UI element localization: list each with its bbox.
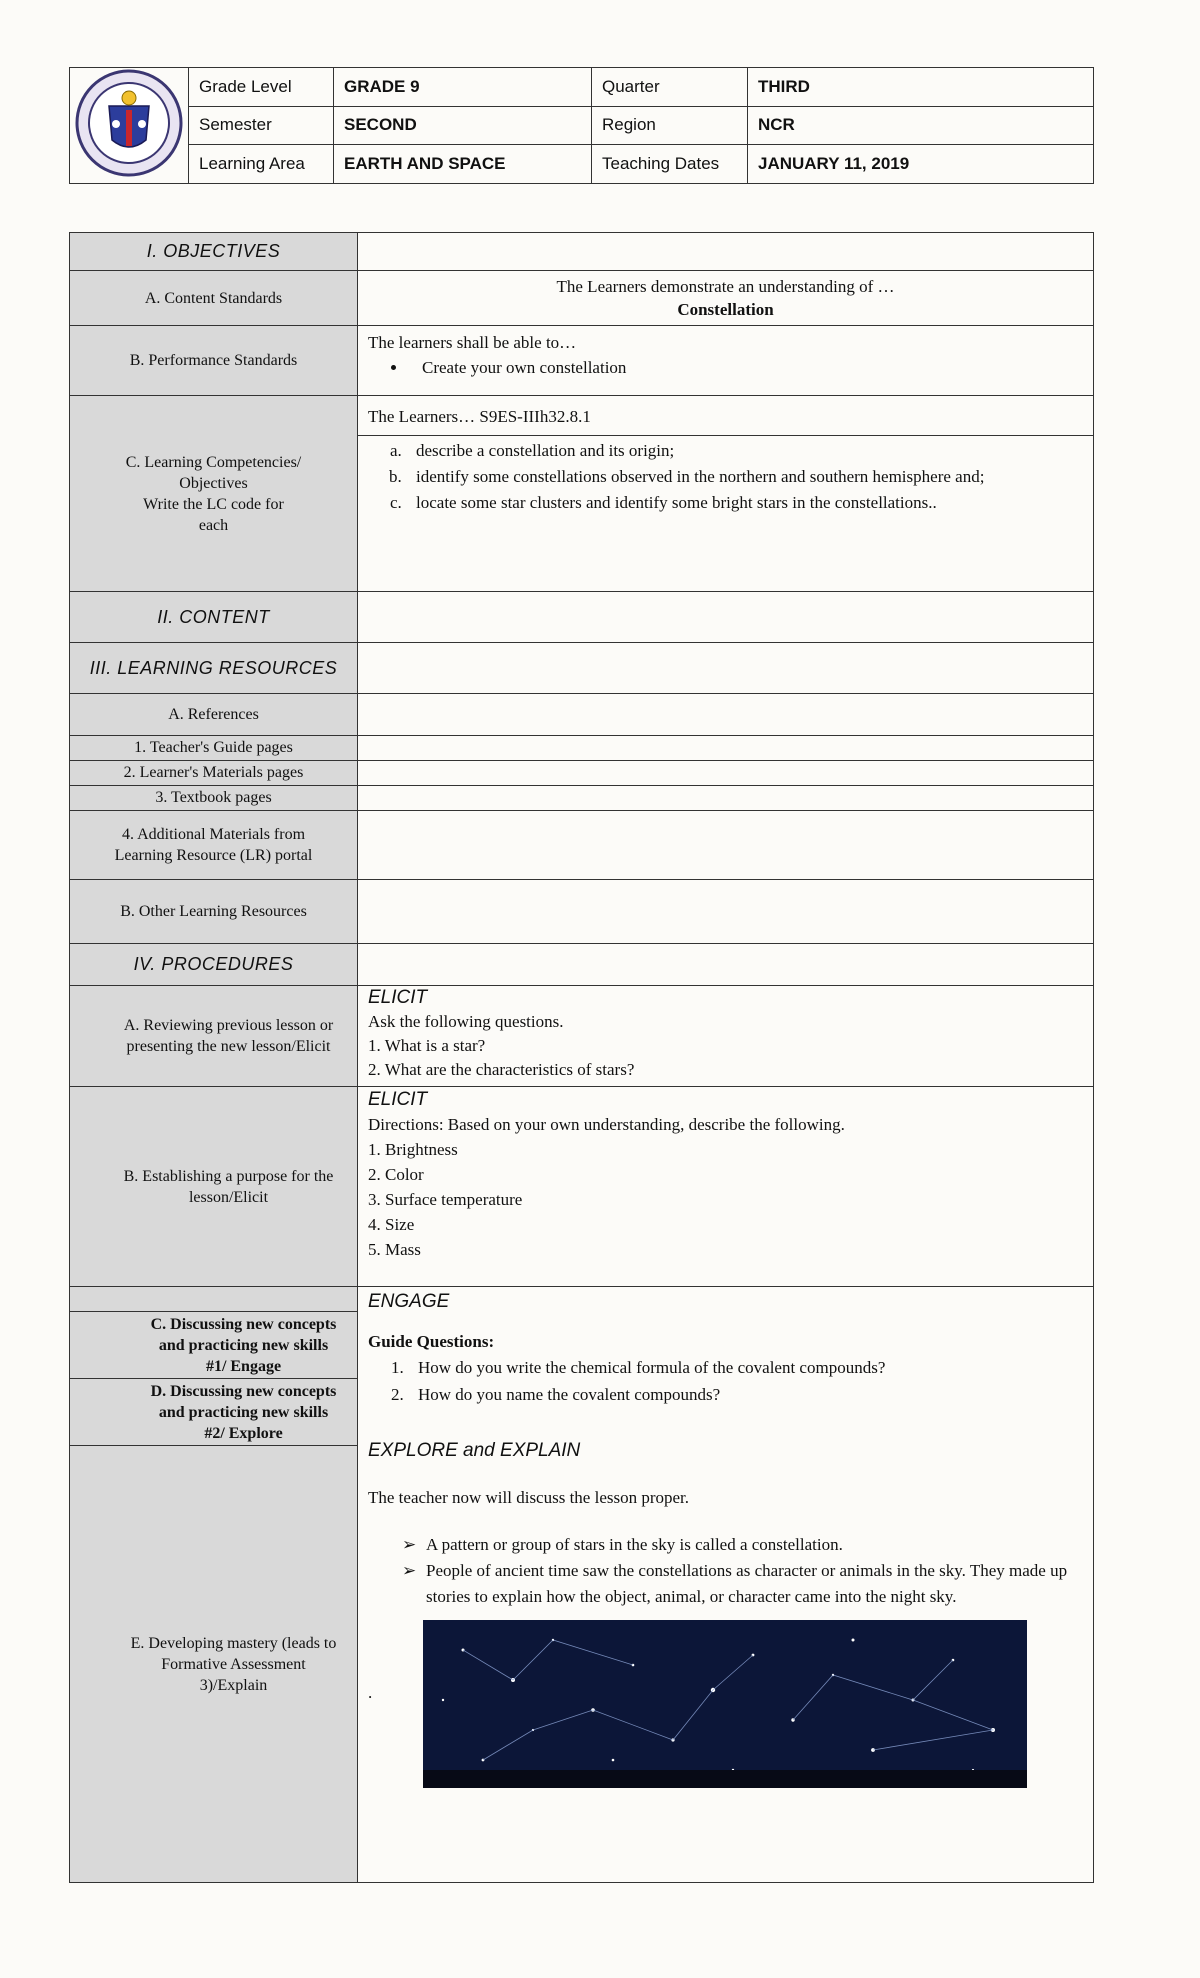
competencies-header: The Learners… S9ES-IIIh32.8.1 xyxy=(358,396,1093,436)
semester-value: SECOND xyxy=(334,106,592,145)
empty-cell xyxy=(358,786,1094,811)
empty-cell xyxy=(358,736,1094,761)
empty-cell xyxy=(358,643,1094,694)
empty-cell xyxy=(358,811,1094,880)
teachers-guide-label: 1. Teacher's Guide pages xyxy=(70,736,358,761)
procedure-a-label: A. Reviewing previous lesson or presenting the new lesson/Elicit xyxy=(70,986,358,1087)
procedure-a-cell xyxy=(358,986,1094,1087)
procedure-c-label: C. Discussing new concepts and practicing new skills #1/ Engage xyxy=(70,1312,357,1379)
engage-explore-cell xyxy=(358,1287,1094,1883)
list-item: 2. How do you name the covalent compounds? xyxy=(408,1381,1083,1408)
procedures-cde-labels xyxy=(70,1287,358,1883)
procedure-a-line: 1. What is a star? xyxy=(368,1036,486,1055)
procedure-b-item: 5. Mass xyxy=(368,1240,421,1259)
grade-level-label: Grade Level xyxy=(189,68,334,107)
list-item: b. identify some constellations observed in the northern and southern hemisphere and; xyxy=(406,464,1083,490)
textbook-label: 3. Textbook pages xyxy=(70,786,358,811)
references-label: A. References xyxy=(70,694,358,736)
list-item: • Create your own constellation xyxy=(408,355,1083,380)
list-item: 1. How do you write the chemical formula of the covalent compounds? xyxy=(408,1354,1083,1381)
learning-area-value: EARTH AND SPACE xyxy=(334,145,592,184)
elicit-tag: ELICIT xyxy=(368,1089,428,1110)
empty-cell xyxy=(358,944,1094,986)
section-resources: III. LEARNING RESOURCES xyxy=(70,643,358,694)
procedure-a-line: 2. What are the characteristics of stars? xyxy=(368,1060,635,1079)
performance-standards-label: B. Performance Standards xyxy=(70,326,358,396)
lesson-plan-table xyxy=(69,232,1094,1883)
procedure-b-label: B. Establishing a purpose for the lesson/Elicit xyxy=(70,1087,358,1287)
competencies-cell xyxy=(358,396,1094,592)
engage-tag: ENGAGE xyxy=(368,1291,450,1312)
procedure-b-cell xyxy=(358,1087,1094,1287)
empty-cell xyxy=(358,233,1094,271)
quarter-label: Quarter xyxy=(592,68,748,107)
procedure-e-label: E. Developing mastery (leads to Formative Assessment 3)/Explain xyxy=(130,1634,337,1694)
deped-seal-icon xyxy=(70,68,189,184)
procedure-b-item: 4. Size xyxy=(368,1215,415,1234)
spacer xyxy=(70,1287,357,1312)
stray-dot: . xyxy=(368,1683,373,1702)
competencies-label-line: Write the LC code for xyxy=(143,495,284,513)
empty-cell xyxy=(358,880,1094,944)
learning-area-label: Learning Area xyxy=(189,145,334,184)
competencies-label xyxy=(70,396,358,592)
procedure-a-line: Ask the following questions. xyxy=(368,1012,564,1031)
empty-cell xyxy=(358,592,1094,643)
additional-materials-label: 4. Additional Materials from Learning Resource (LR) portal xyxy=(70,811,358,880)
list-item: ➢ People of ancient time saw the constellations as character or animals in the sky. They made up stories to explain how the object, animal, or character came into the night sky. xyxy=(402,1558,1083,1610)
star-field-icon xyxy=(423,1620,1027,1788)
empty-cell xyxy=(358,761,1094,786)
teaching-dates-label: Teaching Dates xyxy=(592,145,748,184)
explore-tag: EXPLORE and EXPLAIN xyxy=(368,1440,581,1461)
content-standards-label: A. Content Standards xyxy=(70,271,358,326)
list-item: ➢ A pattern or group of stars in the sky is called a constellation. xyxy=(402,1532,1083,1558)
grade-level-value: GRADE 9 xyxy=(334,68,592,107)
procedure-b-item: 1. Brightness xyxy=(368,1140,458,1159)
list-item: a. describe a constellation and its origin; xyxy=(406,438,1083,464)
guide-questions-title: Guide Questions: xyxy=(368,1332,495,1351)
section-procedures: IV. PROCEDURES xyxy=(70,944,358,986)
region-value: NCR xyxy=(748,106,1094,145)
other-resources-label: B. Other Learning Resources xyxy=(70,880,358,944)
competencies-label-line: each xyxy=(198,516,229,534)
content-standards-cell xyxy=(358,271,1094,326)
elicit-tag: ELICIT xyxy=(368,987,428,1008)
explore-intro: The teacher now will discuss the lesson proper. xyxy=(368,1488,690,1507)
section-objectives: I. OBJECTIVES xyxy=(70,233,358,271)
performance-standards-cell xyxy=(358,326,1094,396)
region-label: Region xyxy=(592,106,748,145)
content-standards-line2: Constellation xyxy=(677,300,774,319)
semester-label: Semester xyxy=(189,106,334,145)
empty-cell xyxy=(358,694,1094,736)
header-table xyxy=(69,67,1094,184)
procedure-b-directions: Directions: Based on your own understanding, describe the following. xyxy=(368,1115,845,1134)
section-content: II. CONTENT xyxy=(70,592,358,643)
competencies-label-line: C. Learning Competencies/ xyxy=(125,453,302,471)
learners-materials-label: 2. Learner's Materials pages xyxy=(70,761,358,786)
teaching-dates-value: JANUARY 11, 2019 xyxy=(748,145,1094,184)
constellation-map-image xyxy=(423,1620,1027,1788)
quarter-value: THIRD xyxy=(748,68,1094,107)
procedure-b-item: 3. Surface temperature xyxy=(368,1190,523,1209)
competencies-label-line: Objectives xyxy=(179,474,248,492)
performance-intro: The learners shall be able to… xyxy=(368,333,577,352)
procedure-d-label: D. Discussing new concepts and practicing new skills #2/ Explore xyxy=(70,1379,357,1446)
list-item: c. locate some star clusters and identify some bright stars in the constellations.. xyxy=(406,490,1083,516)
content-standards-line1: The Learners demonstrate an understanding of … xyxy=(556,277,895,296)
procedure-b-item: 2. Color xyxy=(368,1165,424,1184)
